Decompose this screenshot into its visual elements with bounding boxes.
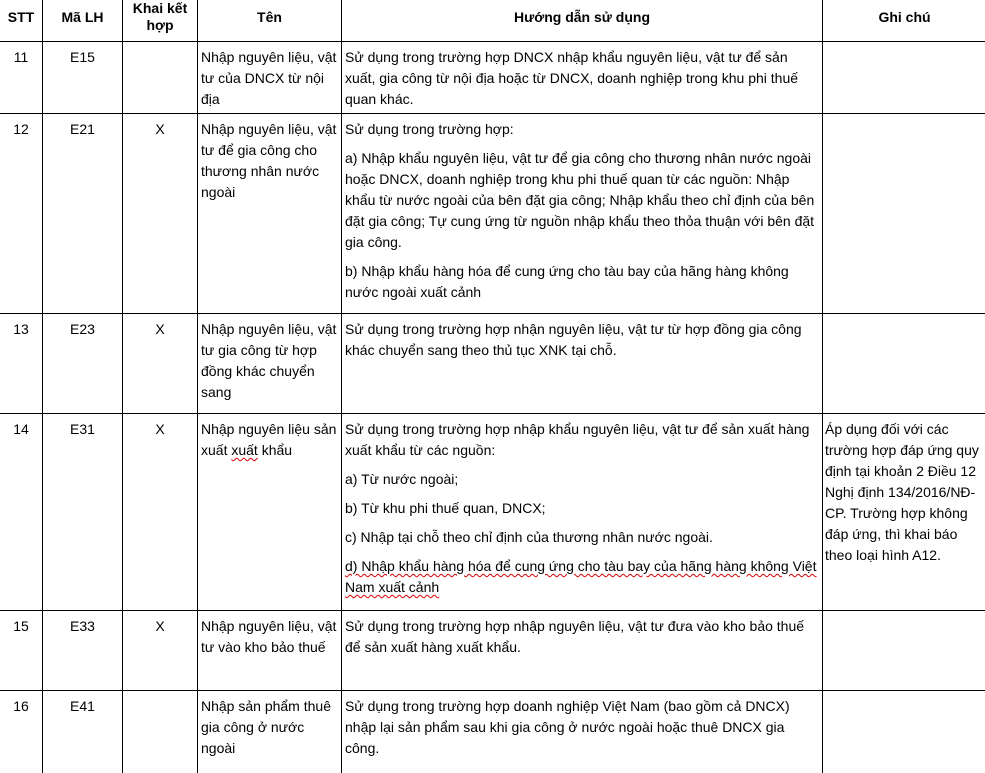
cell-khai: X	[123, 414, 198, 611]
header-ghi-chu: Ghi chú	[823, 0, 985, 42]
guide-paragraph: a) Từ nước ngoài;	[345, 471, 459, 487]
cell-khai: X	[123, 314, 198, 414]
guide-paragraph: Sử dụng trong trường hợp nhập khẩu nguyên liệu, vật tư để sản xuất hàng xuất khẩu từ các nguồn:	[345, 421, 810, 458]
cell-ghi-chu: Áp dụng đối với các trường hợp đáp ứng quy định tại khoản 2 Điều 12 Nghị định 134/2016/NĐ-CP. Trường hợp không đáp ứng, thì khai báo theo loại hình A12.	[823, 414, 985, 611]
cell-huong-dan	[342, 114, 823, 314]
cell-huong-dan	[342, 314, 823, 414]
cell-ma-lh: E21	[43, 114, 123, 314]
guide-paragraph: Sử dụng trong trường hợp DNCX nhập khẩu nguyên liệu, vật tư để sản xuất, gia công từ nội địa hoặc từ DNCX, doanh nghiệp trong khu phi thuế quan khác.	[345, 49, 799, 107]
cell-ghi-chu	[823, 611, 985, 691]
ten-text: khẩu	[257, 442, 293, 458]
ten-text: Nhập nguyên liệu sản xuất	[201, 421, 337, 458]
table-row	[0, 691, 985, 773]
cell-ma-lh: E41	[43, 691, 123, 773]
guide-paragraph-flagged: d) Nhập khẩu hàng hóa để cung ứng cho tàu bay của hãng hàng không Việt Nam xuất cảnh	[345, 558, 817, 595]
table-row	[0, 414, 985, 611]
cell-khai: X	[123, 611, 198, 691]
header-khai-ket-hop	[123, 0, 198, 42]
cell-huong-dan	[342, 691, 823, 773]
cell-ma-lh: E31	[43, 414, 123, 611]
guide-paragraph: b) Từ khu phi thuế quan, DNCX;	[345, 500, 546, 516]
guide-paragraph: Sử dụng trong trường hợp:	[345, 121, 514, 137]
guide-paragraph: a) Nhập khẩu nguyên liệu, vật tư để gia công cho thương nhân nước ngoài hoặc DNCX, doanh nghiệp trong khu phi thuế quan từ các nguồn: Nhập khẩu từ nước ngoài của bên đặt gia công; Nhập khẩu theo chỉ định của bên đặt gia công; Tự cung ứng từ nguồn nhập khẩu theo thỏa thuận với bên đặt gia công.	[345, 150, 815, 250]
table-row	[0, 42, 985, 114]
cell-ghi-chu	[823, 691, 985, 773]
cell-ten: Nhập nguyên liệu, vật tư của DNCX từ nội địa	[198, 42, 342, 114]
cell-ma-lh: E15	[43, 42, 123, 114]
header-ten: Tên	[198, 0, 342, 42]
cell-huong-dan	[342, 611, 823, 691]
cell-khai	[123, 691, 198, 773]
guide-paragraph: Sử dụng trong trường hợp doanh nghiệp Việt Nam (bao gồm cả DNCX) nhập lại sản phẩm sau khi gia công ở nước ngoài hoặc thuê DNCX gia công.	[345, 698, 790, 756]
header-row	[0, 0, 985, 42]
guide-paragraph: Sử dụng trong trường hợp nhập nguyên liệu, vật tư đưa vào kho bảo thuế để sản xuất hàng xuất khẩu.	[345, 618, 805, 655]
cell-stt: 15	[0, 611, 43, 691]
cell-stt: 13	[0, 314, 43, 414]
cell-huong-dan	[342, 414, 823, 611]
cell-ma-lh: E33	[43, 611, 123, 691]
header-khai-ket-hop-label: Khai kết hợp	[132, 0, 188, 33]
cell-ten: Nhập sản phẩm thuê gia công ở nước ngoài	[198, 691, 342, 773]
cell-stt: 14	[0, 414, 43, 611]
cell-khai: X	[123, 114, 198, 314]
header-ma-lh: Mã LH	[43, 0, 123, 42]
cell-stt: 11	[0, 42, 43, 114]
guide-paragraph: c) Nhập tại chỗ theo chỉ định của thương nhân nước ngoài.	[345, 529, 713, 545]
cell-ten	[198, 414, 342, 611]
cell-ten: Nhập nguyên liệu, vật tư gia công từ hợp đồng khác chuyển sang	[198, 314, 342, 414]
cell-ten: Nhập nguyên liệu, vật tư vào kho bảo thuế	[198, 611, 342, 691]
cell-stt: 16	[0, 691, 43, 773]
cell-ten: Nhập nguyên liệu, vật tư để gia công cho thương nhân nước ngoài	[198, 114, 342, 314]
header-stt: STT	[0, 0, 43, 42]
cell-ghi-chu	[823, 314, 985, 414]
header-huong-dan: Hướng dẫn sử dụng	[342, 0, 823, 42]
cell-ma-lh: E23	[43, 314, 123, 414]
cell-huong-dan	[342, 42, 823, 114]
cell-ghi-chu	[823, 42, 985, 114]
cell-ghi-chu	[823, 114, 985, 314]
guide-paragraph: Sử dụng trong trường hợp nhận nguyên liệu, vật tư từ hợp đồng gia công khác chuyển sang theo thủ tục XNK tại chỗ.	[345, 321, 802, 358]
cell-stt: 12	[0, 114, 43, 314]
cell-khai	[123, 42, 198, 114]
guide-paragraph: b) Nhập khẩu hàng hóa để cung ứng cho tàu bay của hãng hàng không nước ngoài xuất cảnh	[345, 263, 789, 300]
table-row	[0, 611, 985, 691]
table-row	[0, 314, 985, 414]
ten-text-flagged: xuất	[231, 442, 258, 458]
table-row	[0, 114, 985, 314]
